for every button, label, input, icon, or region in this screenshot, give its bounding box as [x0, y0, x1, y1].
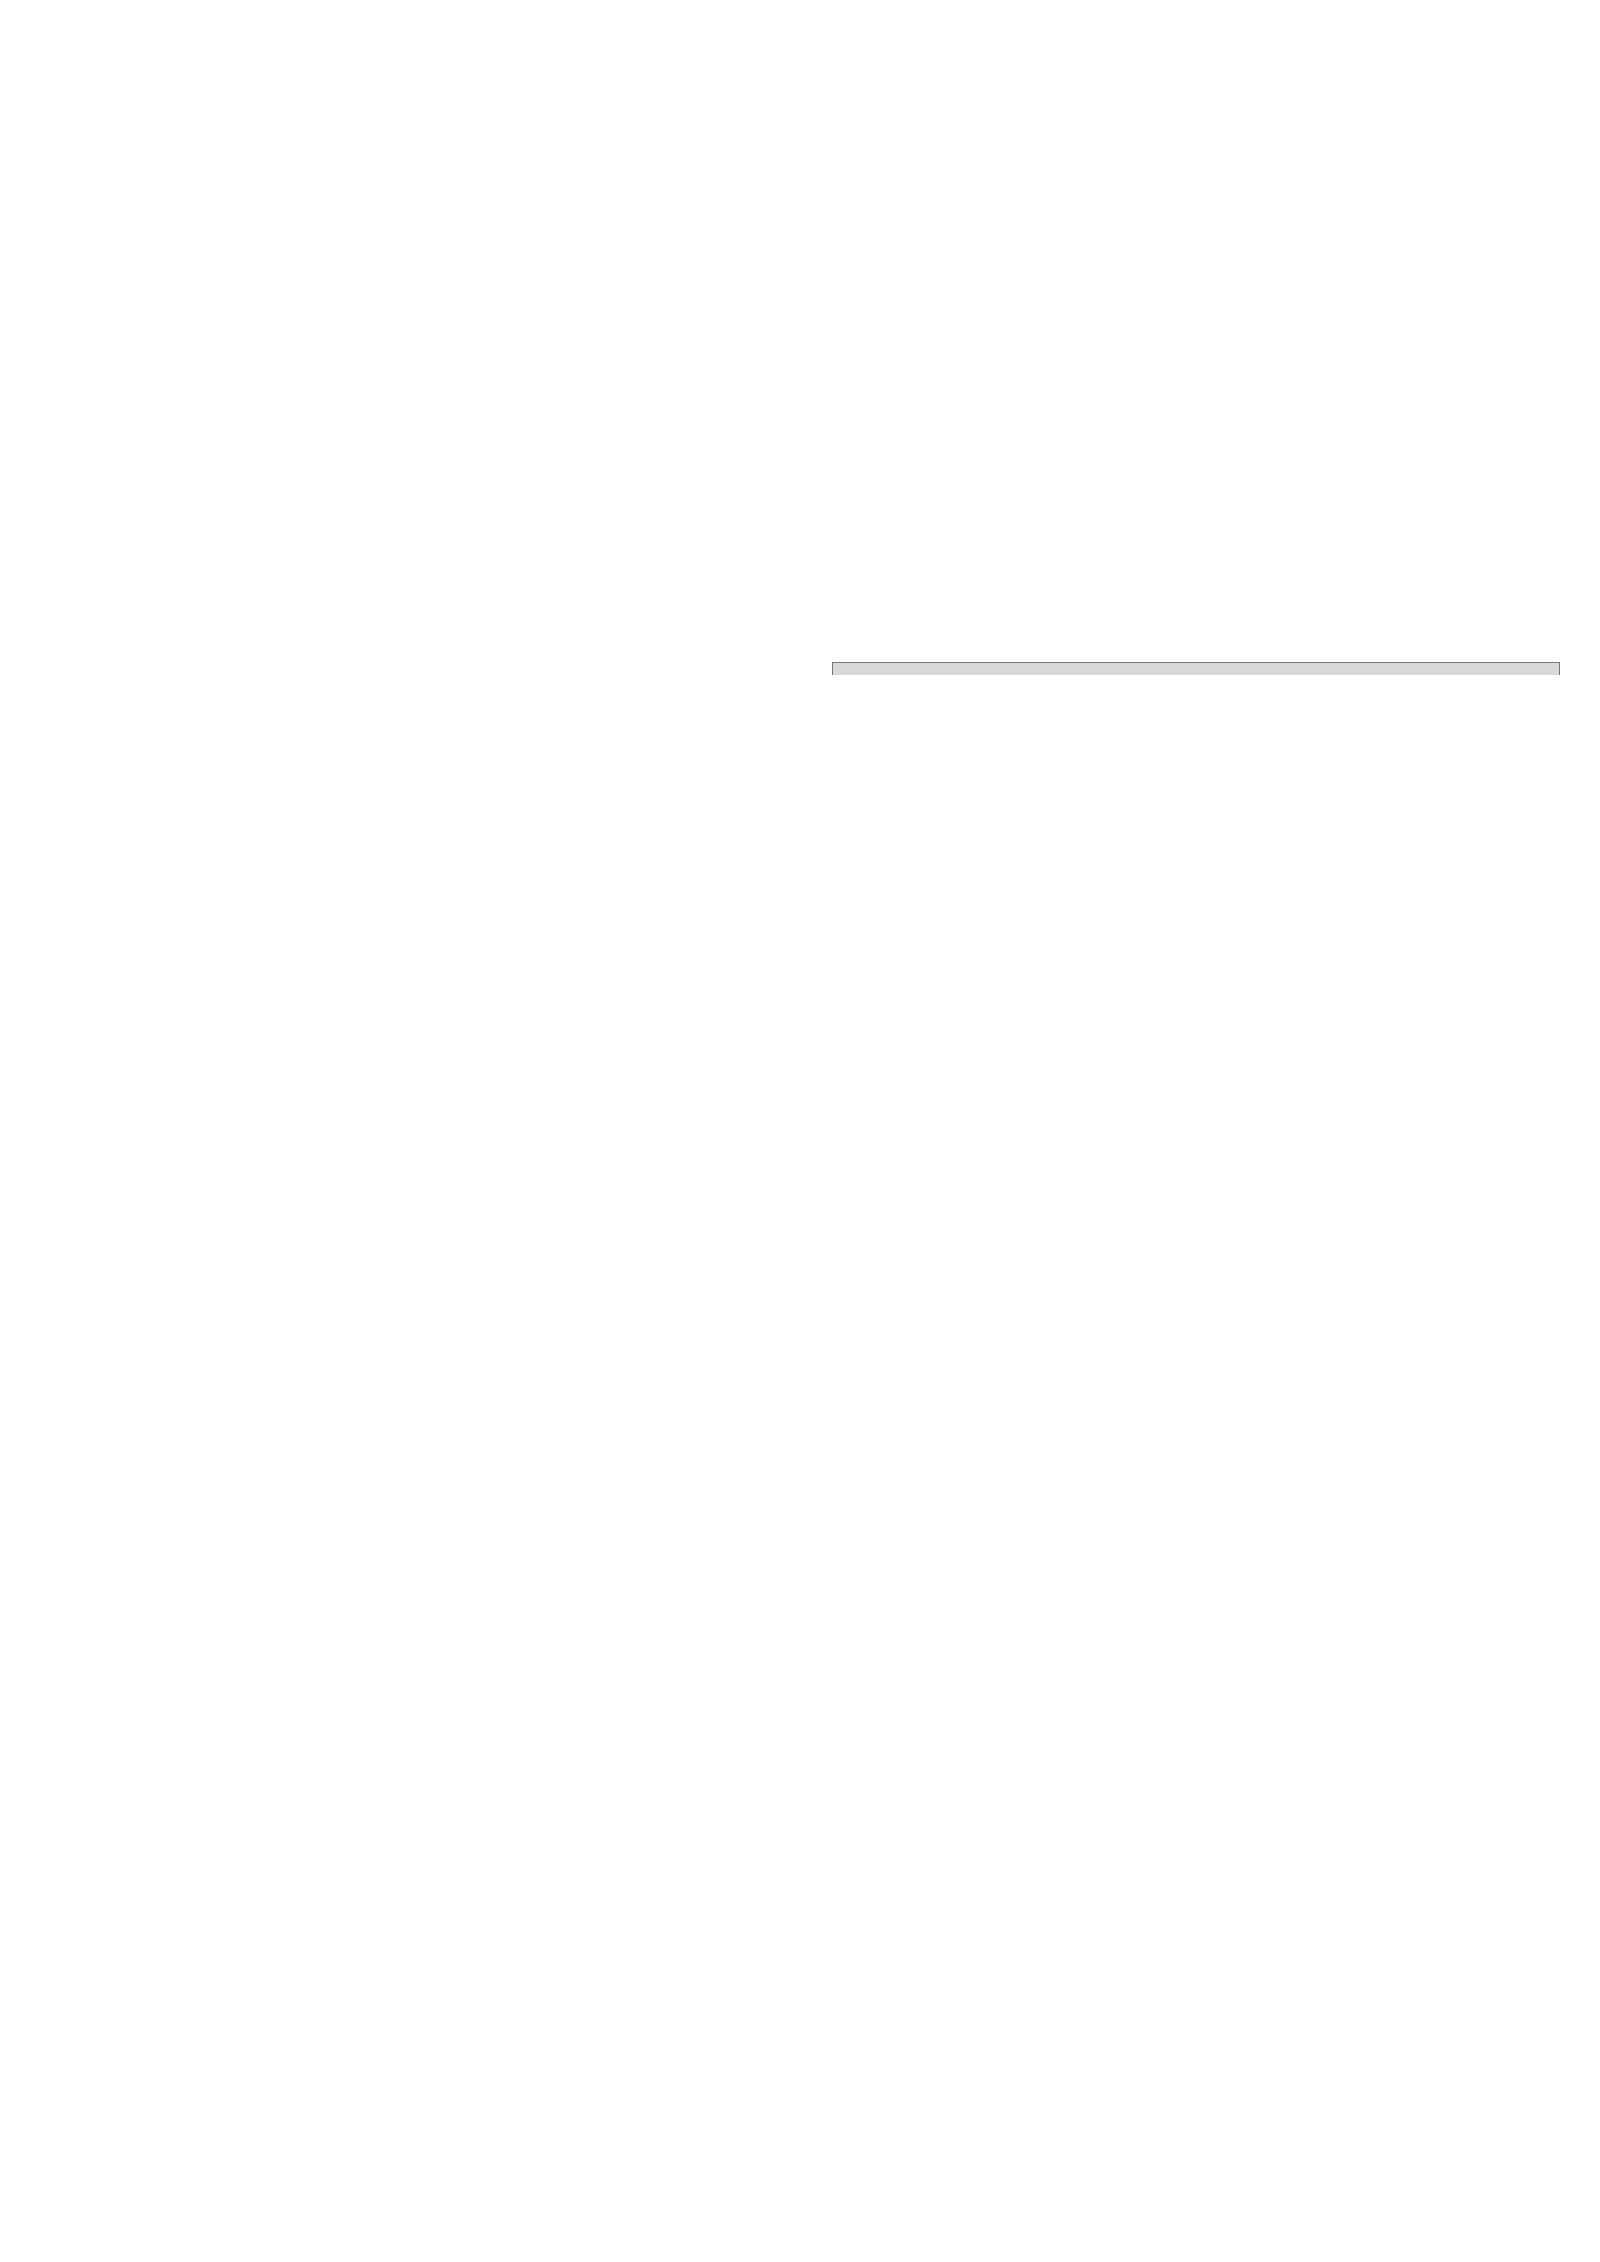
intro-section: [838, 1131, 1578, 2262]
ews-section: [832, 662, 1560, 681]
spart-diagram: [28, 661, 768, 1091]
ews-legend: [832, 662, 1560, 675]
abcde-section: [40, 1131, 768, 2262]
footer: [80, 2208, 84, 2231]
bottom-half: [0, 1131, 1600, 2262]
spart-section: [28, 0, 768, 1091]
